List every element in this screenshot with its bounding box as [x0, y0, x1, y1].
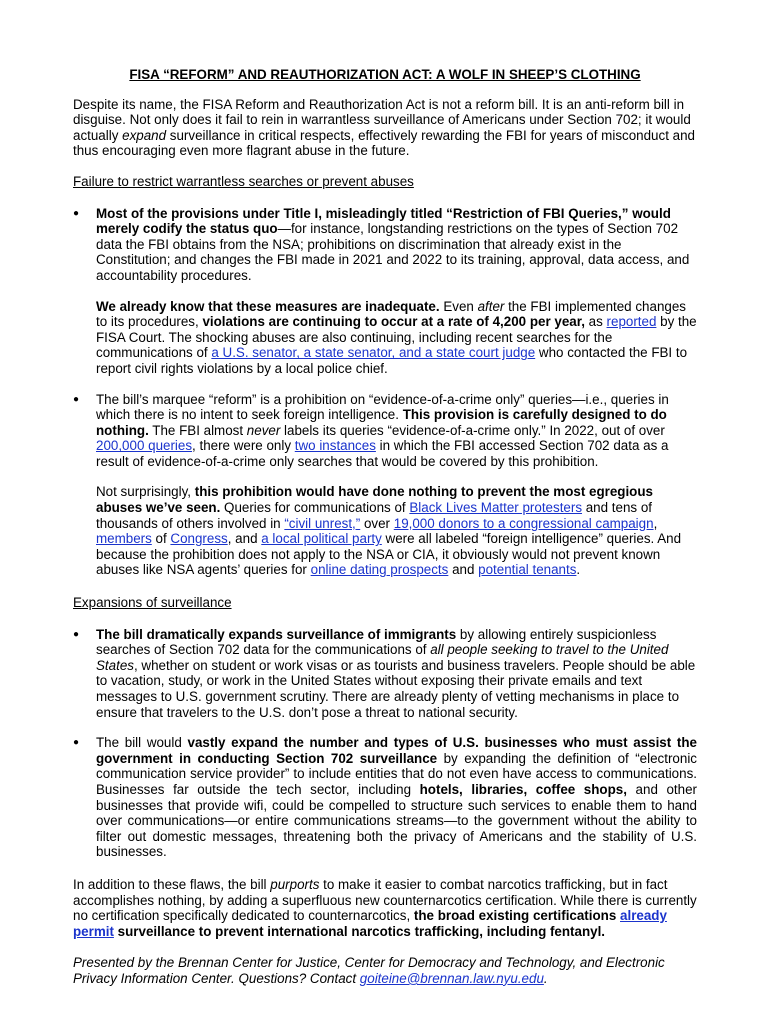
link-donors[interactable]: 19,000 donors to a congressional campaign: [393, 515, 654, 531]
bullet-evidence-of-crime: [73, 392, 697, 579]
link-online-dating[interactable]: online dating prospects: [310, 562, 449, 578]
bullet-subparagraph: We already know that these measures are inadequate. Even after the FBI implemented changes to its procedures, violations are continuing to occur at a rate of 4,200 per year, as reported by the FISA Court. The shocking abuses are also continuing, including recent searches for the communications of a U.S. senator, a state senator, and a state court judge who contacted the FBI to report civil rights violations by a local police chief.: [96, 298, 697, 376]
link-senator-judge[interactable]: a U.S. senator, a state senator, and a state court judge: [211, 345, 536, 361]
bullet-subparagraph: Not surprisingly, this prohibition would have done nothing to prevent the most egregious abuses we’ve seen. Queries for communications of Black Lives Matter protesters and tens of thousands of others involved in “civil unrest,” over 19,000 donors to a congressional campaign, members of Congress, and a local political party were all labeled “foreign intelligence” queries. And because the prohibition does not apply to the NSA or CIA, it obviously would not prevent known abuses like NSA agents’ queries for online dating prospects and potential tenants.: [96, 484, 682, 578]
link-civil-unrest[interactable]: “civil unrest,”: [284, 515, 361, 531]
link-already-permit[interactable]: already permit: [73, 908, 667, 939]
document-page: [73, 67, 697, 987]
section-heading-failure: Failure to restrict warrantless searches or prevent abuses: [73, 173, 414, 189]
bullet-text: ● Most of the provisions under Title I, misleadingly titled “Restriction of FBI Queries,” would merely codify the status quo—for instance, longstanding restrictions on the types of Section 702 data the FBI obtains from the NSA; prohibitions on discrimination that already exist in the Constitution; and changes the FBI made in 2021 and 2022 to its training, approval, data access, and accountability procedures.: [96, 205, 690, 283]
bullet-text: ● The bill’s marquee “reform” is a prohibition on “evidence-of-a-crime only” queries—i.e., queries in which there is no intent to seek foreign intelligence. This provision is carefully designed to do nothing. The FBI almost never labels its queries “evidence-of-a-crime only.” In 2022, out of over 200,000 queries, there were only two instances in which the FBI accessed Section 702 data as a result of evidence-of-a-crime only searches that would be covered by this prohibition.: [96, 391, 669, 469]
link-two-instances[interactable]: two instances: [294, 438, 376, 454]
link-congress[interactable]: Congress: [170, 531, 228, 547]
document-title: FISA “REFORM” AND REAUTHORIZATION ACT: A WOLF IN SHEEP’S CLOTHING: [129, 67, 641, 82]
link-members[interactable]: members: [96, 531, 152, 547]
contact-email-link[interactable]: goiteine@brennan.law.nyu.edu: [359, 970, 544, 986]
link-200000-queries[interactable]: 200,000 queries: [96, 438, 193, 454]
link-potential-tenants[interactable]: potential tenants: [478, 562, 577, 578]
bullet-text: ● The bill dramatically expands surveillance of immigrants by allowing entirely suspicionless searches of Section 702 data for the communications of all people seeking to travel to the United States, whether on student or work visas or as tourists and business travelers. People should be able to vacation, study, or work in the United States without exposing their private emails and text messages to U.S. government scrutiny. There are already plenty of vetting mechanisms in place to ensure that travelers to the U.S. don’t pose a threat to national security.: [96, 626, 696, 720]
closing-paragraph: In addition to these flaws, the bill purports to make it easier to combat narcotics trafficking, but in fact accomplishes nothing, by adding a superfluous new counternarcotics certification. While there is currently no certification specifically dedicated to counternarcotics, the broad existing certifications already permit surveillance to prevent international narcotics trafficking, including fentanyl.: [73, 876, 697, 939]
link-local-political-party[interactable]: a local political party: [261, 531, 382, 547]
intro-paragraph: Despite its name, the FISA Reform and Reauthorization Act is not a reform bill. It is an anti-reform bill in disguise. Not only does it fail to rein in warrantless surveillance of Americans under Section 702; it would actually expand surveillance in critical respects, effectively rewarding the FBI for years of misconduct and thus encouraging even more flagrant abuse in the future.: [73, 96, 695, 159]
bullet-title-one: [73, 206, 697, 377]
bullet-businesses: [73, 735, 697, 860]
bullet-text: ● The bill would vastly expand the number and types of U.S. businesses who must assist the government in conducting Section 702 surveillance by expanding the definition of “electronic communication service provider” to include entities that do not even have access to communications. Businesses far outside the tech sector, including hotels, libraries, coffee shops, and other businesses that provide wifi, could be compelled to structure such services to enable them to hand over communications—or entire communications streams—to the government without the ability to filter out domestic messages, threatening both the privacy of Americans and the stability of U.S. businesses.: [96, 735, 698, 860]
footer-credits: Presented by the Brennan Center for Justice, Center for Democracy and Technology, and Electronic Privacy Information Center. Questions? Contact goiteine@brennan.law.nyu.edu.: [73, 955, 665, 986]
link-blm-protesters[interactable]: Black Lives Matter protesters: [409, 500, 583, 516]
link-reported[interactable]: reported: [606, 314, 657, 330]
section-heading-expansions: Expansions of surveillance: [73, 595, 232, 611]
bullet-immigrants: [73, 627, 697, 721]
